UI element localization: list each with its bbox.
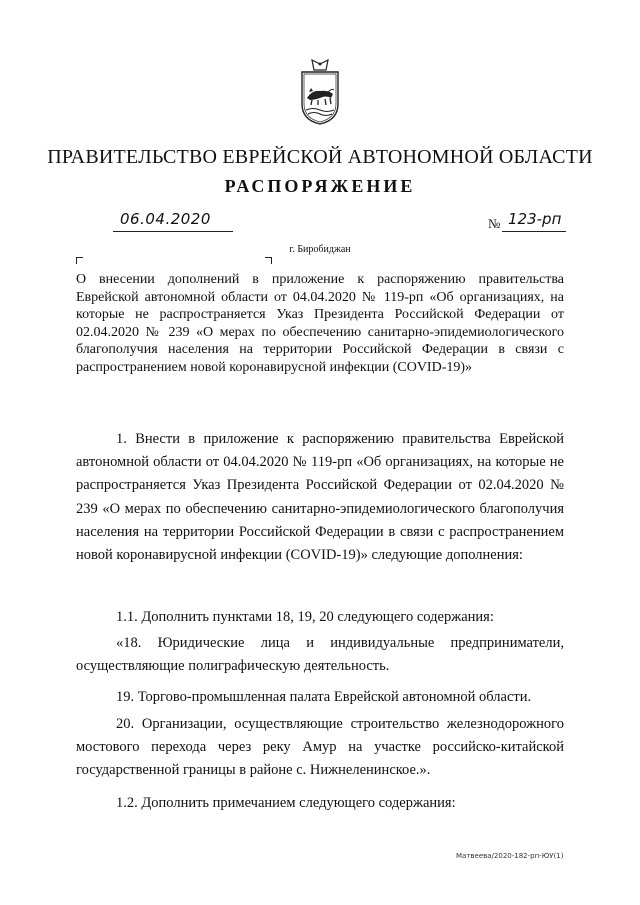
coat-of-arms-tiger-icon	[298, 58, 342, 126]
subject-corner-left	[76, 257, 83, 264]
document-date: 06.04.2020	[120, 210, 211, 228]
paragraph-1-1: 1.1. Дополнить пунктами 18, 19, 20 следующего содержания:	[116, 609, 494, 625]
date-underline	[113, 231, 233, 232]
document-number: 123-рп	[508, 210, 562, 228]
paragraph-1: 1. Внести в приложение к распоряжению правительства Еврейской автономной области от 04.04.2020 № 119-рп «Об организациях, на которые не распространяется Указ Президента Российской Федерации от 02.04.2020 № 239 «О мерах по обеспечению санитарно-эпидемиологического благополучия населения на территории Российской Федерации в связи с распространением новой коронавирусной инфекции (COVID-19)» следующие дополнения:	[76, 431, 564, 564]
paragraph-20: 20. Организации, осуществляющие строительство железнодорожного мостового перехода через реку Амур на участке российско-китайской государственной границы в районе с. Нижнеленинское.».	[76, 716, 564, 779]
document-type: РАСПОРЯЖЕНИЕ	[224, 176, 416, 196]
document-subject: О внесении дополнений в приложение к распоряжению правительства Еврейской автономной области от 04.04.2020 № 119-рп «Об организациях, на которые не распространяется Указ Президента Российской Федерации от 02.04.2020 № 239 «О мерах по обеспечению санитарно-эпидемиологического благополучия населения на территории Российской Федерации в связи с распространением новой коронавирусной инфекции (COVID-19)»	[76, 272, 564, 375]
subject-corner-right	[265, 257, 272, 264]
number-underline	[502, 231, 566, 232]
paragraph-1-2: 1.2. Дополнить примечанием следующего содержания:	[116, 795, 456, 811]
footer-reference: Матвеева/2020-182-рп-ЮУ(1)	[456, 852, 564, 860]
paragraph-18: «18. Юридические лица и индивидуальные предприниматели, осуществляющие полиграфическую деятельность.	[76, 635, 564, 675]
org-title: ПРАВИТЕЛЬСТВО ЕВРЕЙСКОЙ АВТОНОМНОЙ ОБЛАСТИ	[47, 146, 593, 168]
paragraph-19: 19. Торгово-промышленная палата Еврейской автономной области.	[116, 689, 532, 705]
city: г. Биробиджан	[289, 244, 351, 255]
number-label: №	[488, 216, 501, 231]
